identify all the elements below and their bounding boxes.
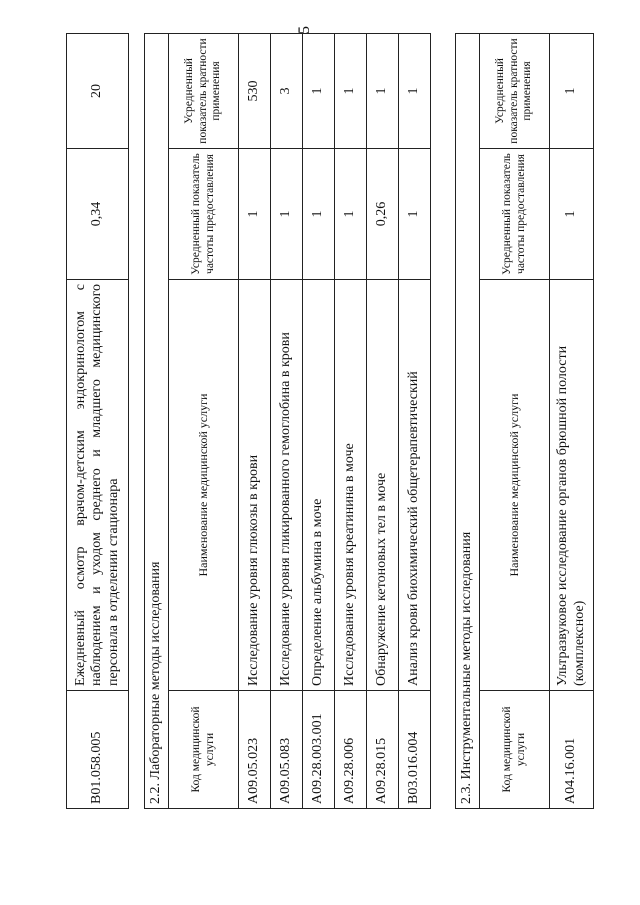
- service-code: A09.05.083: [271, 691, 303, 809]
- header-row: [169, 33, 239, 808]
- table-row: [303, 33, 335, 808]
- table-row: [367, 33, 399, 808]
- service-code: A09.05.023: [239, 691, 271, 809]
- service-code: A09.28.003.001: [303, 691, 335, 809]
- frequency-value: 0,26: [367, 149, 399, 280]
- section-title-row: [145, 33, 169, 808]
- lab-methods-table: [144, 33, 431, 809]
- header-multiplicity: Усредненный показатель кратности применения: [480, 33, 550, 148]
- service-name: Ультразвуковое исследование органов брюшной полости (комплексное): [550, 280, 594, 691]
- section-title: 2.2. Лабораторные методы исследования: [145, 33, 169, 808]
- header-code: Код медицинской услуги: [169, 691, 239, 809]
- service-name: Исследование уровня креатинина в моче: [335, 280, 367, 691]
- service-code: B03.016.004: [399, 691, 431, 809]
- table-row: [67, 34, 129, 809]
- service-code: A09.28.015: [367, 691, 399, 809]
- table-row: [550, 33, 594, 808]
- table-row: [335, 33, 367, 808]
- multiplicity-value: 530: [239, 33, 271, 148]
- frequency-value: 1: [335, 149, 367, 280]
- page-number: 5: [296, 26, 313, 34]
- service-code: B01.058.005: [67, 691, 129, 809]
- frequency-value: 1: [399, 149, 431, 280]
- service-code: A09.28.006: [335, 691, 367, 809]
- section-title: 2.3. Инструментальные методы исследования: [456, 33, 480, 808]
- service-name: Исследование уровня гликированного гемоглобина в крови: [271, 280, 303, 691]
- frequency-value: 1: [303, 149, 335, 280]
- header-name: Наименование медицинской услуги: [169, 280, 239, 691]
- service-name: Ежедневный осмотр врачом-детским эндокринологом с наблюдением и уходом среднего и младшего медицинского персонала в отделении стационара: [67, 280, 129, 691]
- table-row: [399, 33, 431, 808]
- frequency-value: 0,34: [67, 149, 129, 280]
- multiplicity-value: 20: [67, 34, 129, 149]
- frequency-value: 1: [239, 149, 271, 280]
- consultation-table: [66, 33, 129, 809]
- multiplicity-value: 1: [367, 33, 399, 148]
- multiplicity-value: 3: [271, 33, 303, 148]
- section-title-row: [456, 33, 480, 808]
- header-name: Наименование медицинской услуги: [480, 280, 550, 691]
- multiplicity-value: 1: [303, 33, 335, 148]
- table-row: [239, 33, 271, 808]
- service-code: A04.16.001: [550, 691, 594, 809]
- header-frequency: Усредненный показатель частоты предоставления: [169, 149, 239, 280]
- service-name: Определение альбумина в моче: [303, 280, 335, 691]
- header-code: Код медицинской услуги: [480, 691, 550, 809]
- frequency-value: 1: [550, 149, 594, 280]
- multiplicity-value: 1: [550, 33, 594, 148]
- frequency-value: 1: [271, 149, 303, 280]
- header-multiplicity: Усредненный показатель кратности применения: [169, 33, 239, 148]
- header-row: [480, 33, 550, 808]
- service-name: Обнаружение кетоновых тел в моче: [367, 280, 399, 691]
- multiplicity-value: 1: [399, 33, 431, 148]
- service-name: Анализ крови биохимический общетерапевтический: [399, 280, 431, 691]
- table-row: [271, 33, 303, 808]
- instrumental-methods-table: [455, 33, 594, 809]
- service-name: Исследование уровня глюкозы в крови: [239, 280, 271, 691]
- multiplicity-value: 1: [335, 33, 367, 148]
- header-frequency: Усредненный показатель частоты предоставления: [480, 149, 550, 280]
